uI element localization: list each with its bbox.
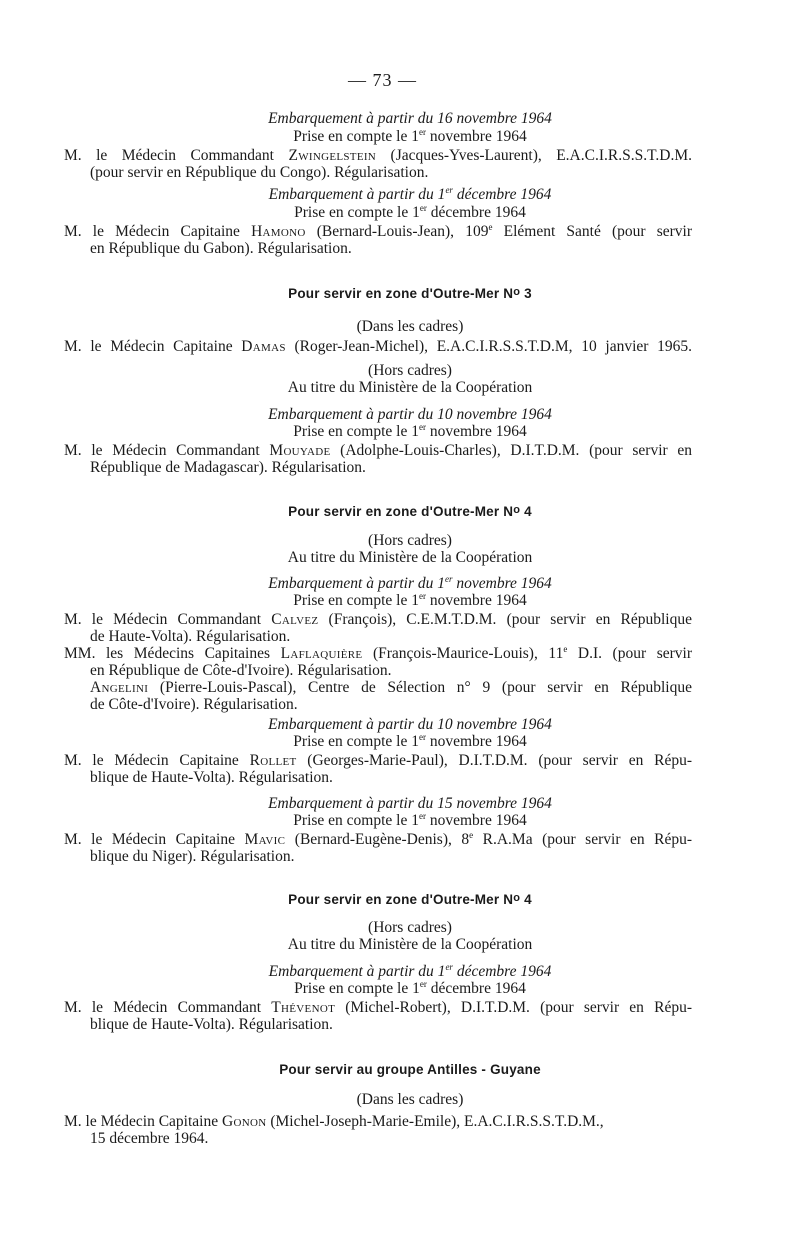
section-heading: Pour servir en zone d'Outre-Mer $N^o$ 3 [288, 286, 532, 301]
embarkation-date: Embarquement à partir du 10 novembre 1964 [268, 716, 552, 733]
entry-rollet: M. le Médecin Capitaine Rollet (Georges-Marie-Paul), D.I.T.D.M. (pour servir en Répu- blique de Haute-Volta). Régularisation. [64, 752, 693, 786]
section-heading: Pour servir en zone d'Outre-Mer $N^o$ 4 [288, 504, 532, 519]
subheading: (Dans les cadres) [356, 318, 464, 335]
embarkation-date: Embarquement à partir du 1er décembre 1964 [268, 962, 552, 980]
embarkation-date: Embarquement à partir du 1er novembre 1964 [268, 574, 552, 592]
subheading: (Hors cadres) [368, 362, 452, 379]
subheading: (Hors cadres) [368, 919, 452, 936]
entry-thevenot: M. le Médecin Commandant Thévenot (Michel-Robert), D.I.T.D.M. (pour servir en Répu- blique de Haute-Volta). Régularisation. [64, 999, 692, 1033]
page-number: — 73 — [348, 70, 417, 90]
accounting-date: Prise en compte le 1er novembre 1964 [293, 591, 527, 609]
entry-laflaquiere-angelini: MM. les Médecins Capitaines Laflaquière (François-Maurice-Louis), 11e D.I. (pour servir en République de Côte-d'Ivoire). Régularisation. Angelini (Pierre-Louis-Pascal), Centre de Sélection n° 9 (pour servir en République de Côte-d'Ivoire). Régularisation. [64, 644, 692, 713]
entry-damas: M. le Médecin Capitaine Damas (Roger-Jean-Michel), E.A.C.I.R.S.S.T.D.M, 10 janvier 1965. [64, 338, 693, 355]
embarkation-date: Embarquement à partir du 16 novembre 1964 [268, 110, 552, 127]
entry-zwingelstein: M. le Médecin Commandant Zwingelstein (Jacques-Yves-Laurent), E.A.C.I.R.S.S.T.D.M. (pour servir en République du Congo). Régularisation. [64, 147, 692, 181]
subheading: (Hors cadres) [368, 532, 452, 549]
accounting-date: Prise en compte le 1er novembre 1964 [293, 811, 527, 829]
accounting-date: Prise en compte le 1er décembre 1964 [294, 203, 526, 221]
entry-gonon: M. le Médecin Capitaine Gonon (Michel-Joseph-Marie-Emile), E.A.C.I.R.S.S.T.D.M., 15 décembre 1964. [64, 1113, 604, 1147]
subheading: Au titre du Ministère de la Coopération [287, 379, 533, 396]
subheading: Au titre du Ministère de la Coopération [287, 936, 533, 953]
entry-hamono: M. le Médecin Capitaine Hamono (Bernard-Louis-Jean), 109e Elément Santé (pour servir en République du Gabon). Régularisation. [64, 222, 693, 257]
accounting-date: Prise en compte le 1er novembre 1964 [293, 422, 527, 440]
subheading: (Dans les cadres) [356, 1091, 464, 1108]
accounting-date: Prise en compte le 1er novembre 1964 [293, 127, 527, 145]
entry-mouyade: M. le Médecin Commandant Mouyade (Adolphe-Louis-Charles), D.I.T.D.M. (pour servir en République de Madagascar). Régularisation. [64, 442, 692, 476]
subheading: Au titre du Ministère de la Coopération [287, 549, 533, 566]
section-heading: Pour servir en zone d'Outre-Mer $N^o$ 4 [288, 892, 532, 907]
embarkation-date: Embarquement à partir du 15 novembre 1964 [268, 795, 552, 812]
accounting-date: Prise en compte le 1er décembre 1964 [294, 979, 526, 997]
accounting-date: Prise en compte le 1er novembre 1964 [293, 732, 527, 750]
embarkation-date: Embarquement à partir du 10 novembre 1964 [268, 406, 552, 423]
embarkation-date: Embarquement à partir du 1er décembre 1964 [268, 185, 552, 203]
entry-calvez: M. le Médecin Commandant Calvez (François), C.E.M.T.D.M. (pour servir en République de Haute-Volta). Régularisation. [64, 611, 692, 645]
section-heading: Pour servir au groupe Antilles - Guyane [279, 1062, 541, 1077]
entry-mavic: M. le Médecin Capitaine Mavic (Bernard-Eugène-Denis), 8e R.A.Ma (pour servir en Répu- blique du Niger). Régularisation. [64, 830, 693, 865]
